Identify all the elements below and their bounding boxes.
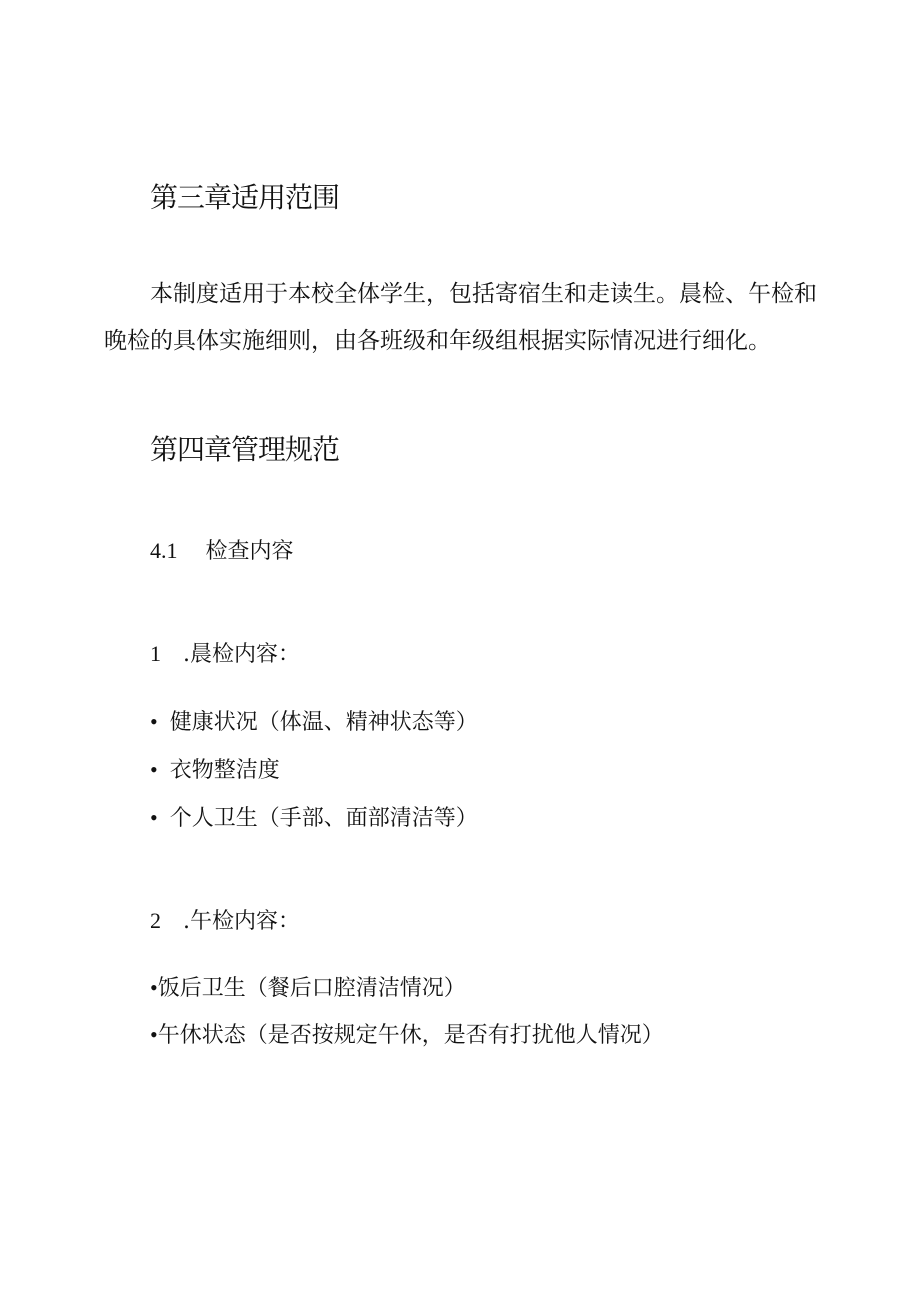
section-heading bbox=[150, 534, 294, 565]
list-item bbox=[150, 753, 280, 784]
noon-check-label: .午检内容： bbox=[183, 909, 300, 934]
noon-check-number: 2 bbox=[150, 908, 161, 933]
morning-check-label: .晨检内容： bbox=[183, 642, 300, 667]
morning-bullet-1: 健康状况（体温、精神状态等） bbox=[169, 710, 478, 735]
chapter3-paragraph-line1: 本制度适用于本校全体学生，包括寄宿生和走读生。晨检、午检和 bbox=[150, 281, 817, 307]
noon-bullet-1: 饭后卫生（餐后口腔清洁情况） bbox=[157, 976, 466, 1001]
bullet-icon: • bbox=[150, 709, 158, 734]
chapter3-title: 第三章适用范围 bbox=[150, 181, 340, 214]
morning-bullet-3: 个人卫生（手部、面部清洁等） bbox=[169, 806, 478, 831]
section-number: 4.1 bbox=[150, 538, 178, 563]
noon-bullet-2: 午休状态（是否按规定午休，是否有打扰他人情况） bbox=[157, 1023, 664, 1048]
bullet-icon: • bbox=[150, 975, 158, 1000]
section-title: 检查内容 bbox=[205, 539, 294, 564]
list-item bbox=[150, 705, 478, 736]
morning-bullet-2: 衣物整洁度 bbox=[169, 758, 280, 783]
list-item bbox=[150, 801, 478, 832]
noon-check-heading bbox=[150, 904, 300, 935]
chapter4-title: 第四章管理规范 bbox=[150, 433, 340, 466]
morning-check-number: 1 bbox=[150, 641, 161, 666]
morning-check-heading bbox=[150, 637, 300, 668]
bullet-icon: • bbox=[150, 805, 158, 830]
chapter3-paragraph-line2: 晚检的具体实施细则，由各班级和年级组根据实际情况进行细化。 bbox=[104, 328, 771, 354]
bullet-icon: • bbox=[150, 757, 158, 782]
list-item bbox=[150, 1018, 664, 1049]
bullet-icon: • bbox=[150, 1022, 158, 1047]
list-item bbox=[150, 971, 466, 1002]
